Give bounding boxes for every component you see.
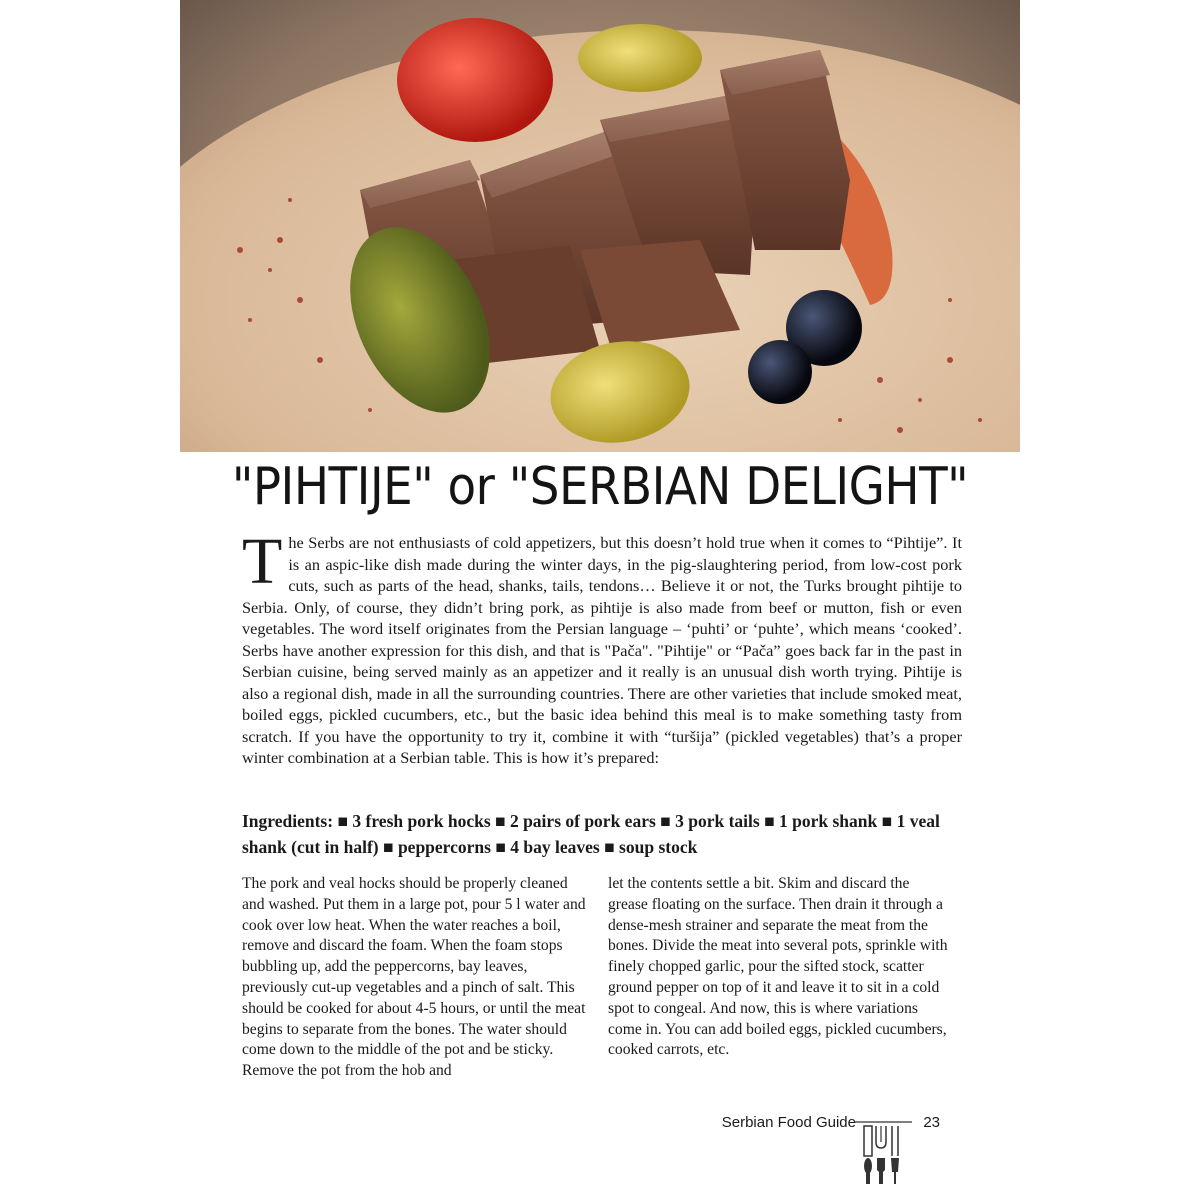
intro-text: he Serbs are not enthusiasts of cold appetizers, but this doesn’t hold true when it comes to “Pihtije”. It is an aspic-like dish made during the winter days, in the pig-slaughtering period, from low-cost pork cuts, such as parts of the head, shanks, tails, tendons… Believe it or not, the Turks brought pihtije to Serbia. Only, of course, they didn’t bring pork, as pihtije is also made from beef or mutton, fish or even vegetables. The word itself originates from the Persian language – ‘puhti’ or ‘puhte’, which means ‘cooked’. Serbs have another expression for this dish, and that is "Pača". "Pihtije" or “Pača” goes back far in the past in Serbian cuisine, being served mainly as an appetizer and it really is an unusual dish worth trying. Pihtije is also a regional dish, made in all the surrounding countries. There are other varieties that include smoked meat, boiled eggs, pickled cucumbers, etc., but the basic idea behind this meal is to make something tasty from scratch. If you have the opportunity to try it, combine it with “turšija” (pickled vegetables) that’s a proper winter combination at a Serbian table. This is how it’s prepared: [242,533,962,767]
pihtije-dish-image [180,0,1020,452]
method-column-1: The pork and veal hocks should be properly cleaned and washed. Put them in a large pot, pour 5 l water and cook over low heat. When the water reaches a boil, remove and discard the foam. When the foam stops bubbling up, add the peppercorns, bay leaves, previously cut-up vegetables and a pinch of salt. This should be cooked for about 4-5 hours, or until the meat begins to separate from the bones. The water should come down to the middle of the pot and be sticky. Remove the pot from the hob and [242,875,586,1080]
intro-paragraph [242,525,962,769]
dish-photo [180,0,1020,452]
drop-cap: T [242,525,283,598]
book-page [180,0,1020,1200]
footer-guide-title: Serbian Food Guide [721,1114,856,1131]
method-column-2: let the contents settle a bit. Skim and discard the grease floating on the surface. Then drain it through a dense-mesh strainer and separate the meat from the bones. Divide the meat into several pots, sprinkle with finely chopped garlic, pour the sifted stock, scatter ground pepper on top of it and leave it to sit in a cold spot to congeal. And now, this is where variations come in. You can add boiled eggs, pickled cucumbers, cooked carrots, etc. [608,875,948,1059]
page-number: 23 [923,1114,940,1131]
page-footer [560,1112,980,1192]
cutlery-icon [854,1112,912,1186]
page-title: "PIHTIJE" or "SERBIAN DELIGHT" [231,457,969,517]
ingredients-list: Ingredients: ■ 3 fresh pork hocks ■ 2 pairs of pork ears ■ 3 pork tails ■ 1 pork shank ■ 1 veal shank (cut in half) ■ peppercorns ■ 4 bay leaves ■ soup stock [242,811,940,857]
